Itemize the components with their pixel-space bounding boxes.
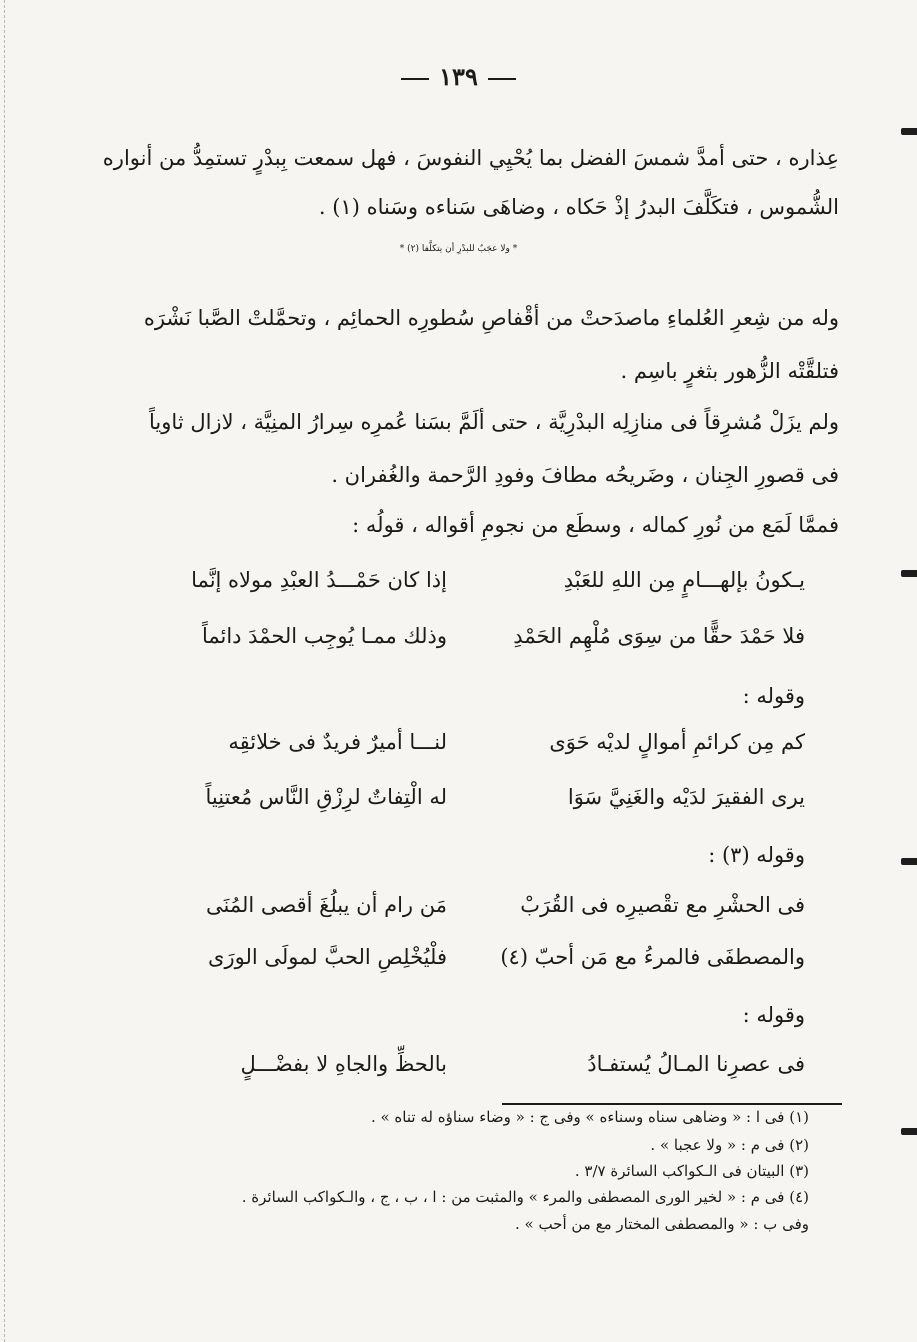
- verse-second-hemistich: كم مِن كرائمِ أموالٍ لديْه حَوَى: [549, 730, 805, 754]
- footnote: (٣) البيتان فى الـكواكب السائرة ٣/٧ .: [574, 1162, 809, 1180]
- prose-line: فتلقَّتْه الزُّهور بثغرٍ باسِم .: [620, 359, 839, 383]
- prose-line: الشُّموس ، فتكَلَّفَ البدرُ إذْ حَكاه ، وضاهَى سَناءه وسَناه (١) .: [318, 195, 839, 219]
- verse-second-hemistich: فى عصرِنا المـالُ يُستفـادُ: [587, 1052, 805, 1076]
- footnote: (٤) فى م : « لخير الورى المصطفى والمرء » والمثبت من : ا ، ب ، ج ، والـكواكب السائرة .: [241, 1188, 809, 1206]
- verse-second-hemistich: والمصطفَى فالمرءُ مع مَن أحبّ (٤): [500, 945, 805, 969]
- verse-intro: وقوله :: [742, 684, 805, 708]
- verse-second-hemistich: يـكونُ بإلهـــامٍ مِن اللهِ للعَبْدِ: [563, 568, 805, 592]
- verse-intro: وقوله :: [742, 1003, 805, 1027]
- footnote: (١) فى ا : « وضاهى سناه وسناءه » وفى ج : « وضاء سناؤه له تناه » .: [370, 1108, 809, 1126]
- verse-first-hemistich: بالحظِّ والجاهِ لا بفضْـــلٍ: [240, 1052, 447, 1076]
- verse-first-hemistich: لنـــا أميرٌ فريدٌ فى خلائقِه: [228, 730, 447, 754]
- verse-second-hemistich: يرى الفقيرَ لدَيْه والغَنِيَّ سَوَا: [567, 785, 805, 809]
- footnote: (٢) فى م : « ولا عجبا » .: [650, 1136, 809, 1154]
- edge-tab-mark: [901, 570, 917, 577]
- edge-tab-mark: [901, 1128, 917, 1135]
- footnote: وفى ب : « والمصطفى المختار مع من أحب » .: [514, 1215, 809, 1233]
- prose-line: وله من شِعرِ العُلماءِ ماصدَحتْ من أقْفاصِ سُطورِه الحمائِم ، وتحمَّلتْ الصَّبا نَشْرَه: [143, 306, 839, 330]
- verse-first-hemistich: وذلك ممـا يُوجِب الحمْدَ دائماً: [201, 624, 447, 648]
- footnote-divider: [502, 1103, 842, 1105]
- prose-line: فى قصورِ الجِنان ، وضَريحُه مطافَ وفودِ الرَّحمة والغُفران .: [331, 463, 839, 487]
- prose-line: ولم يزَلْ مُشرِقاً فى منازِلِه البدْرِيَّة ، حتى ألَمَّ بسَنا عُمرِه سِرارُ المنِيَّة ، لازال ثاوياً: [149, 410, 839, 434]
- verse-intro: وقوله (٣) :: [708, 843, 805, 867]
- verse-second-hemistich: فلا حَمْدَ حقًّا من سِوَى مُلْهِم الحَمْدِ: [513, 624, 805, 648]
- page-number: ١٣٩: [0, 62, 917, 91]
- verse-first-hemistich: له الْتِفاتٌ لرِزْقِ النَّاس مُعتنِياً: [205, 785, 447, 809]
- verse-first-hemistich: مَن رام أن يبلُغَ أقصى المُنَى: [206, 893, 447, 917]
- verse-second-hemistich: فى الحشْرِ مع تقْصيرِه فى القُرَبْ: [520, 893, 805, 917]
- verse-first-hemistich: فلْيُخْلِصِ الحبَّ لمولَى الورَى: [208, 945, 447, 969]
- verse-first-hemistich: إذا كان حَمْـــدُ العبْدِ مولاه إنَّما: [191, 568, 447, 592]
- edge-tab-mark: [901, 858, 917, 865]
- centered-hemistich: * ولا عجَبٌ للبدْرِ أن يتكلَّفا (٢) *: [399, 244, 518, 254]
- edge-tab-mark: [901, 128, 917, 135]
- prose-line: فممَّا لَمَع من نُورِ كماله ، وسطَع من نجومِ أقواله ، قولُه :: [352, 513, 839, 537]
- left-margin-dashed-line: [4, 0, 5, 1342]
- prose-line: عِذاره ، حتى أمدَّ شمسَ الفضل بما يُحْيِي النفوسَ ، فهل سمعت بِبدْرٍ تستمِدُّ من أنواره: [102, 146, 839, 170]
